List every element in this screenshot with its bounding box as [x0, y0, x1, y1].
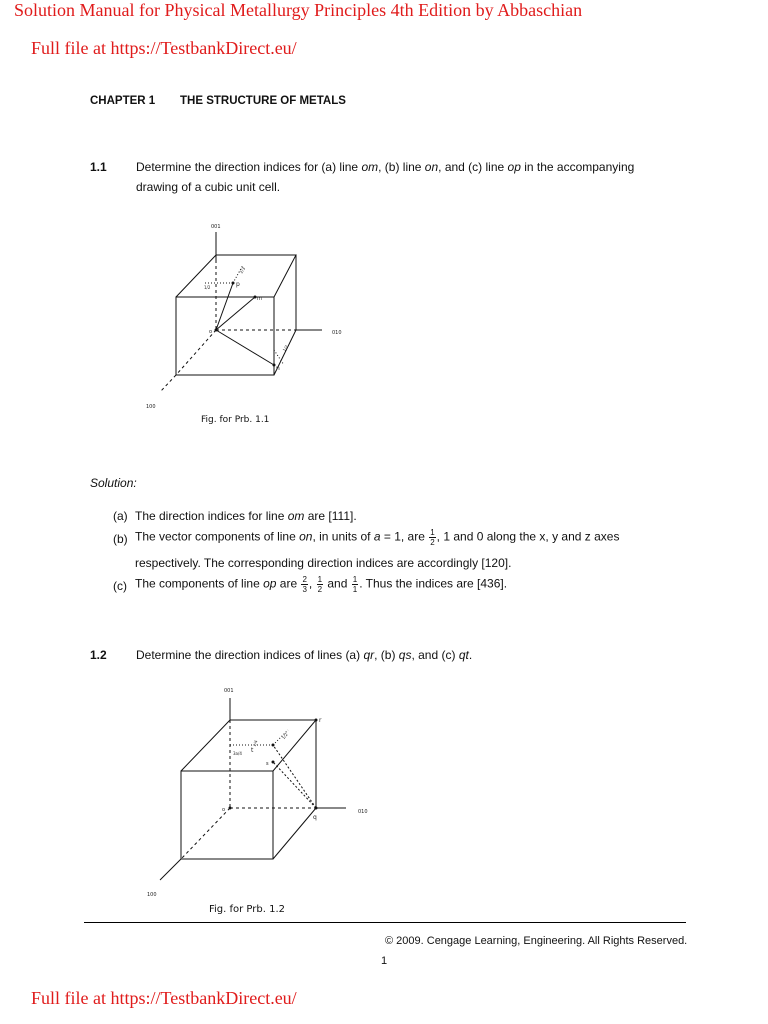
fig2-axis-x: 100 [147, 892, 157, 898]
solution-b-on: on [299, 529, 313, 544]
fig1-label-half: 1/2 [204, 285, 211, 290]
solution-c-label: (c) [113, 579, 127, 593]
solution-b-text [135, 528, 619, 547]
footer-divider [84, 922, 686, 923]
solution-b-line2: respectively. The corresponding direction indices are accordingly [120]. [135, 556, 512, 570]
fig1-label-p: p [236, 281, 240, 288]
problem-1-text-line2: drawing of a cubic unit cell. [136, 180, 281, 194]
fig1-axis-y: 010 [332, 330, 342, 336]
solution-a-text [135, 509, 357, 523]
solution-b-part: The vector components of line [135, 529, 300, 544]
solution-a-label: (a) [113, 509, 128, 523]
fig2-label-r: r [319, 717, 322, 724]
problem-1-on: on [424, 160, 439, 174]
frac-num: 1 [430, 528, 435, 537]
fig1-label-2-3: 2/3 [238, 266, 247, 275]
fig2-axis-z: 001 [224, 688, 234, 694]
frac-den: 1 [352, 585, 358, 594]
fig2-label-1-4: 1/4 [251, 739, 259, 748]
fig2-label-q: q [313, 814, 317, 821]
problem-2-part: , (b) [374, 648, 399, 662]
solution-b-label: (b) [113, 532, 128, 546]
problem-2-qt: qt [458, 648, 469, 662]
solution-c-fraction-1 [301, 575, 307, 594]
solution-c-part: are [276, 576, 301, 591]
fig1-label-half-n: 1/2 [281, 344, 290, 353]
fig1-axis-z: 001 [211, 224, 221, 230]
figure-1-1-cube [140, 220, 360, 420]
problem-1-text-part: , and (c) line [438, 160, 508, 174]
problem-1-op: op [507, 160, 521, 174]
problem-1-text [136, 160, 634, 174]
fig2-label-half: 1/2 [280, 732, 289, 741]
fig2-label-3a4: 3a/4 [233, 751, 242, 756]
frac-den: 3 [302, 585, 307, 594]
solution-a-part: The direction indices for line [135, 509, 288, 523]
solution-c-part: . Thus the indices are [436]. [359, 576, 508, 591]
solution-b-fraction [429, 528, 435, 547]
solution-c-part: and [324, 576, 351, 591]
figure-1-2-cube [140, 680, 370, 900]
top-file-link-text[interactable]: Full file at https://TestbankDirect.eu/ [31, 38, 297, 58]
problem-1-text-part: in the accompanying [520, 160, 635, 174]
chapter-title: THE STRUCTURE OF METALS [180, 95, 346, 107]
solution-c-fraction-2 [317, 575, 323, 594]
frac-den: 2 [317, 585, 323, 594]
page-number: 1 [381, 955, 388, 967]
solution-c-fraction-3 [352, 575, 358, 594]
problem-1-text-part: , (b) line [378, 160, 425, 174]
frac-num: 1 [317, 575, 323, 584]
solution-b-part: , 1 and 0 along the x, y and z axes [436, 529, 620, 544]
fig2-axis-y: 010 [358, 809, 368, 815]
copyright-notice: © 2009. Cengage Learning, Engineering. All Rights Reserved. [385, 935, 688, 947]
document-title: Solution Manual for Physical Metallurgy Principles 4th Edition by Abbaschian [14, 0, 583, 20]
frac-num: 2 [302, 575, 307, 584]
problem-2-qr: qr [363, 648, 375, 662]
fig2-label-s: s [266, 761, 269, 767]
fig2-label-o: o [222, 807, 226, 813]
fig1-label-o: o [209, 329, 213, 335]
fig2-label-t: t [251, 747, 254, 754]
solution-c-text: The components of line op are $\frac{2}{3}$ , $\frac{1}{2}$ and $\frac{1}{1}$ . Thus the indices are [436]. [135, 575, 508, 594]
problem-1-text-part: Determine the direction indices for (a) line [136, 160, 362, 174]
problem-2-part: , and (c) [411, 648, 459, 662]
fig1-axis-x: 100 [146, 404, 156, 410]
solution-c-part: The components of line [135, 576, 264, 591]
solution-a-om: om [287, 509, 305, 523]
frac-den: 2 [430, 538, 435, 547]
bottom-file-link[interactable] [31, 988, 297, 1009]
frac-num: 1 [352, 575, 358, 584]
problem-1-number: 1.1 [90, 160, 107, 174]
problem-2-part: . [468, 648, 473, 662]
top-file-link[interactable] [31, 38, 297, 59]
solution-b-part: = 1, are [380, 529, 429, 544]
solution-heading: Solution: [90, 476, 137, 490]
problem-2-number: 1.2 [90, 648, 107, 662]
solution-b-a: a [373, 529, 381, 544]
problem-2-text [136, 648, 472, 662]
chapter-number: CHAPTER 1 [90, 95, 156, 107]
fig1-label-m: m [257, 296, 262, 302]
figure-1-2-caption: Fig. for Prb. 1.2 [209, 904, 286, 915]
bottom-file-link-text[interactable]: Full file at https://TestbankDirect.eu/ [31, 988, 297, 1008]
problem-1-om: om [361, 160, 379, 174]
solution-c-op: op [263, 576, 277, 591]
solution-a-part: are [111]. [304, 509, 357, 523]
problem-2-part: Determine the direction indices of lines (a) [136, 648, 364, 662]
fig1-label-n: n [276, 365, 280, 372]
figure-1-1-caption: Fig. for Prb. 1.1 [201, 415, 270, 425]
solution-b-part: , in units of [312, 529, 374, 544]
problem-2-qs: qs [398, 648, 412, 662]
